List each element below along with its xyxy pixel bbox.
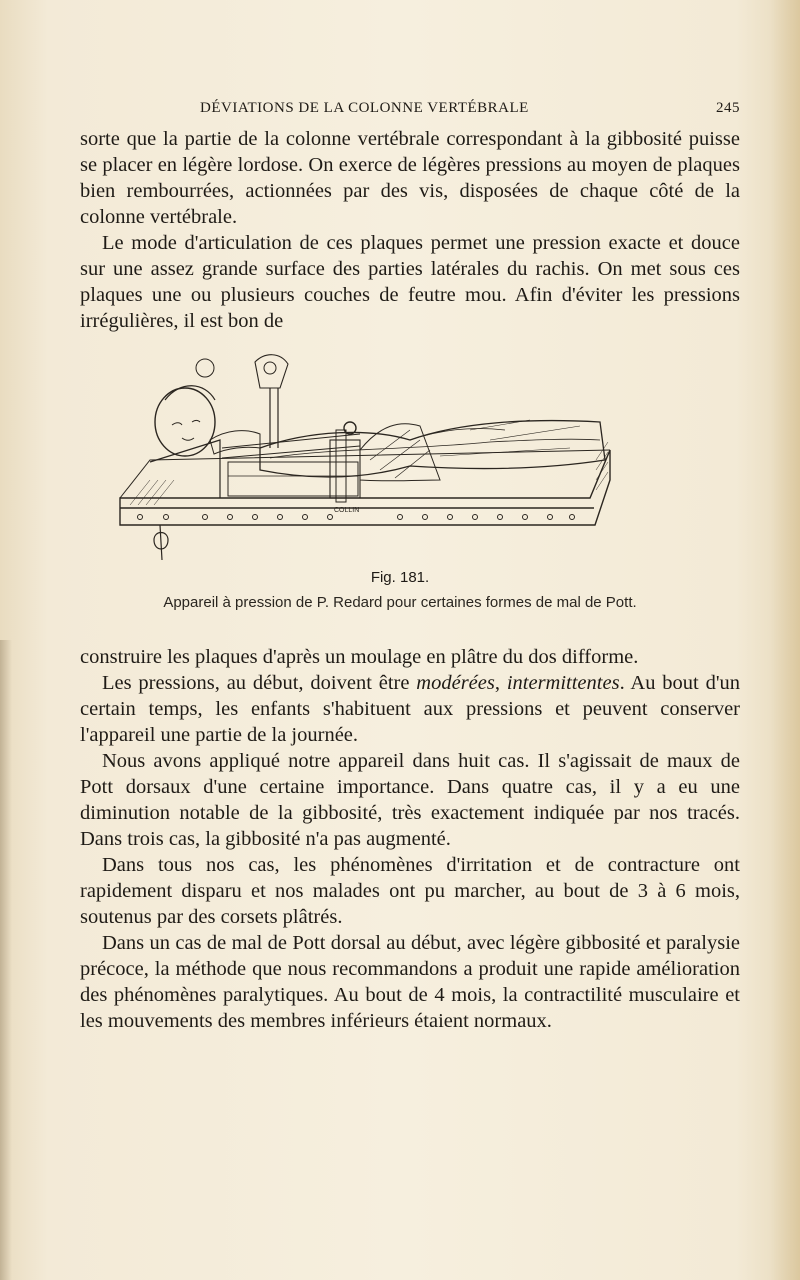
paragraph: Dans tous nos cas, les phénomènes d'irritation et de contracture ont rapidement disparu et nos malades ont pu marcher, au bout de 3 à 6 mois, soutenus par des corsets plâtrés. <box>80 854 740 928</box>
paragraph: Le mode d'articulation de ces plaques permet une pression exacte et douce sur une assez grande surface des parties latérales du rachis. On met sous ces plaques une ou plusieurs couches de feutre mou. Afin d'éviter les pressions irrégulières, il est bon de <box>80 232 740 332</box>
figure-caption: Appareil à pression de P. Redard pour certaines formes de mal de Pott. <box>163 594 637 611</box>
crank-handle <box>154 525 168 560</box>
text-run: , <box>494 672 507 694</box>
text-run: Les pressions, au début, doivent être <box>102 672 417 694</box>
paragraph <box>80 670 740 748</box>
page-number: 245 <box>716 100 740 116</box>
engraver-mark: COLLIN <box>334 507 360 514</box>
paragraph: construire les plaques d'après un moulage en plâtre du dos difforme. <box>80 646 639 668</box>
running-title: DÉVIATIONS DE LA COLONNE VERTÉBRALE <box>200 100 529 116</box>
text-block-bottom <box>80 644 740 1034</box>
emphasis: modérées <box>416 672 495 694</box>
paragraph: Dans un cas de mal de Pott dorsal au début, avec légère gibbosité et paralysie précoce, la méthode que nous recommandons a produit une rapide amélioration des phénomènes paralytiques. Au bout de 4 mois, la contractilité musculaire et les mouvements des membres inférieurs étaient normaux. <box>80 932 740 1032</box>
paragraph: sorte que la partie de la colonne vertébrale correspondant à la gibbosité puisse se placer en légère lordose. On exerce de légères pressions au moyen de plaques bien rembourrées, actionnées par des vis, disposées de chaque côté de la colonne vertébrale. <box>80 128 740 228</box>
figure-label: Fig. 181. <box>370 569 430 586</box>
pressure-plate-frame <box>228 462 358 496</box>
figure-illustration <box>110 330 620 562</box>
patient-head <box>155 388 215 456</box>
page-shadow-left <box>0 640 12 1280</box>
pressure-apparatus-drawing <box>110 330 620 562</box>
running-header <box>80 100 740 122</box>
board-outline <box>120 450 610 525</box>
text-block-top <box>80 126 740 334</box>
paragraph: Nous avons appliqué notre appareil dans huit cas. Il s'agissait de maux de Pott dorsaux d'une certaine importance. Dans quatre cas, il y a eu une diminution notable de la gibbosité, très exactement indiquée par nos tracés. Dans trois cas, la gibbosité n'a pas augmenté. <box>80 750 740 850</box>
screw-mechanism <box>255 355 288 388</box>
page-edge-right <box>770 0 800 1280</box>
text-run: . Au bout d'un certain temps, les enfants s'habituent aux pressions et peuvent conserver l'appareil une partie de la journée. <box>80 672 741 746</box>
emphasis: intermittentes <box>506 672 620 694</box>
